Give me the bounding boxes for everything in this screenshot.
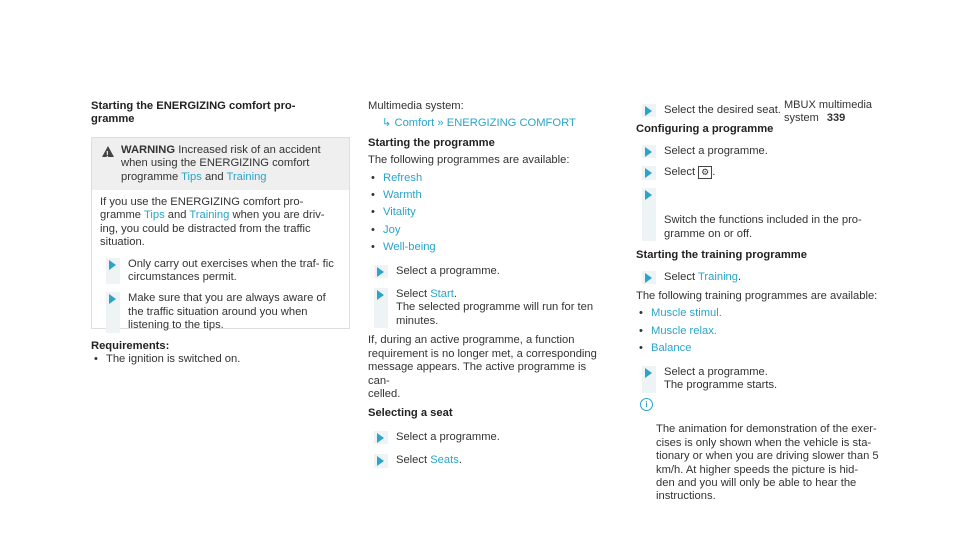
programme-item[interactable]: • Refresh [368, 172, 598, 185]
training-heading: Starting the training programme [636, 249, 807, 262]
column-2 [368, 100, 598, 468]
warning-message: Increased risk of an accident when using the ENERGIZING comfort programme [121, 144, 321, 183]
info-note [636, 397, 898, 504]
step-select-training: Select Training. [636, 271, 898, 284]
step-select-settings: Select ⚙ . [636, 166, 898, 179]
header-title: MBUX multimedia system [784, 99, 873, 125]
arrow-icon [642, 366, 656, 393]
warning-label: WARNING [121, 144, 176, 156]
arrow-icon [642, 271, 656, 284]
warning-body-post: when you are driv- ing, you could be distracted from the traffic situation. [100, 209, 325, 249]
step-select-programme-2 [368, 431, 598, 444]
programme-item[interactable]: • Vitality [368, 206, 598, 219]
arrow-icon [374, 431, 388, 444]
step-text: Select [396, 288, 428, 301]
step-select-seats: Select Seats. [368, 454, 598, 467]
path-arrow-icon: ↳ [382, 117, 392, 130]
training-item[interactable]: • Muscle stimul. [636, 307, 898, 320]
training-item[interactable]: • Muscle relax. [636, 325, 898, 338]
tips-link-2[interactable]: Tips [143, 209, 165, 222]
training-intro: The following training programmes are available: [636, 290, 878, 303]
programme-intro: The following programmes are available: [368, 154, 570, 167]
step-select-programme-4 [636, 366, 898, 393]
arrow-icon [374, 265, 388, 278]
warning-body-pre: If you use the ENERGIZING comfort pro- gramme [100, 196, 304, 222]
and-text: and [204, 170, 224, 183]
step-select-programme [368, 265, 598, 278]
warning-paragraph [100, 196, 341, 250]
training-item[interactable]: • Balance [636, 342, 898, 355]
warning-step-2 [100, 292, 341, 332]
warning-step-1 [100, 258, 341, 285]
config-heading: Configuring a programme [636, 123, 774, 136]
training-link[interactable]: Training [226, 170, 267, 183]
training-link-2[interactable]: Training [189, 209, 230, 222]
warning-header [92, 138, 349, 190]
arrow-icon [106, 258, 120, 285]
path-energizing[interactable]: ENERGIZING COMFORT [446, 117, 576, 130]
paragraph: If, during an active programme, a function requirement is no longer met, a corresponding message appears. The active programme is can- celled. [368, 334, 597, 400]
requirements-heading: Requirements: [91, 340, 170, 352]
step-select-seat [636, 104, 898, 117]
step-result: The selected programme will run for ten minutes. [396, 301, 594, 327]
warning-step-2-text: Make sure that you are always aware of the traffic situation around you when listening to the tips. [128, 292, 326, 332]
page-number: 339 [826, 112, 846, 125]
requirement-item: • The ignition is switched on. [91, 353, 356, 366]
arrow-icon [642, 145, 656, 158]
start-link[interactable]: Start [430, 288, 454, 301]
step-select-programme-3 [636, 145, 898, 158]
step-text: Select the desired seat. [664, 104, 781, 116]
programme-item[interactable]: • Well-being [368, 241, 598, 254]
step-text: Select a programme. [396, 264, 500, 277]
path-chevron-icon: » [437, 117, 444, 130]
programme-item[interactable]: • Joy [368, 224, 598, 237]
programme-item[interactable]: • Warmth [368, 189, 598, 202]
step-text: Select [664, 166, 696, 179]
warning-box [91, 137, 350, 332]
section-heading: Starting the ENERGIZING comfort pro- gramme [91, 100, 296, 126]
arrow-icon [374, 454, 388, 467]
step-result: The programme starts. [664, 379, 778, 392]
arrow-icon [642, 188, 656, 242]
seats-link[interactable]: Seats [430, 454, 459, 467]
warning-body [92, 190, 349, 333]
menu-path [368, 117, 598, 130]
step-text: Select a programme. [396, 430, 500, 443]
warning-text [121, 144, 343, 184]
info-text: The animation for demonstration of the exer- cises is only shown when the vehicle is sta- tionary or when you are driving slower than 5 km/h. At higher speeds the picture is hid- den and you will only be able to hear the instructions. [656, 423, 879, 503]
warning-step-1-text: Only carry out exercises when the traf- fic circumstances permit. [128, 257, 334, 284]
arrow-icon [642, 166, 656, 179]
step-text: Select [664, 270, 696, 283]
seat-heading: Selecting a seat [368, 407, 453, 420]
step-text: Select a programme. [664, 365, 768, 378]
path-prefix: Multimedia system: [368, 100, 464, 112]
training-link-3[interactable]: Training [698, 270, 739, 283]
step-text: Switch the functions included in the pro- gramme on or off. [664, 214, 862, 240]
and-text-2: and [167, 209, 187, 222]
arrow-icon [642, 104, 656, 117]
settings-icon[interactable]: ⚙ [698, 166, 712, 179]
warning-icon: ! [102, 146, 114, 157]
tips-link[interactable]: Tips [181, 170, 202, 183]
step-text: Select a programme. [664, 144, 768, 157]
step-switch-functions [636, 188, 898, 242]
arrow-icon [106, 292, 120, 332]
path-comfort[interactable]: Comfort [394, 117, 435, 130]
step-select-start: Select Start. The selected programme will run for ten minutes. [368, 288, 598, 328]
arrow-icon [374, 288, 388, 328]
info-icon: i [640, 398, 653, 411]
programme-heading: Starting the programme [368, 136, 495, 149]
step-text: Select [396, 454, 428, 467]
column-3 [636, 104, 898, 504]
